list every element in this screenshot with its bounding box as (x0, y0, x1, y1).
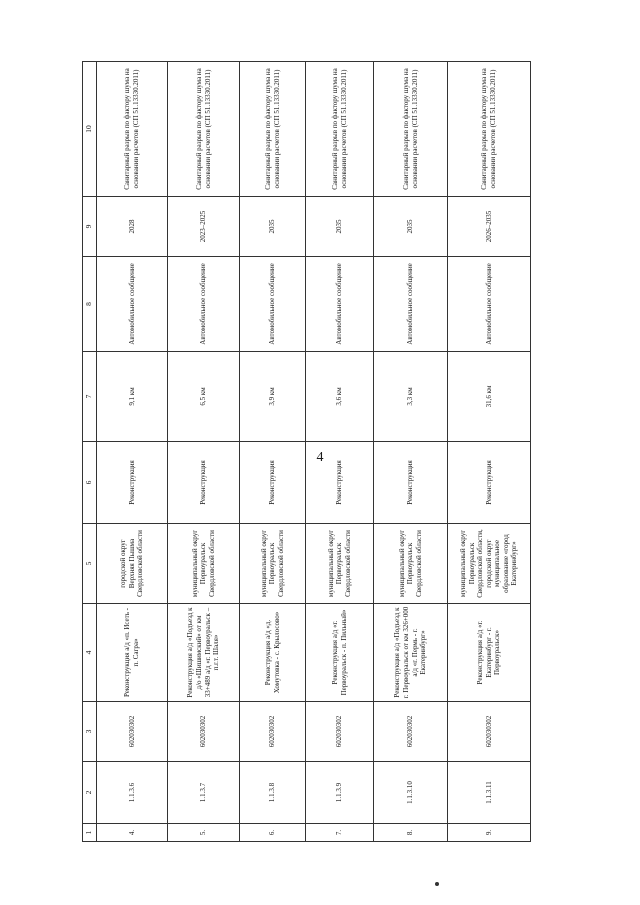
objects-table (82, 61, 531, 842)
cell-n: 4. (97, 824, 168, 842)
column-number: 5 (83, 524, 97, 604)
cell-code: 1.1.3.8 (240, 762, 306, 824)
cell-purpose: Автомобильное сообщение (240, 257, 306, 352)
cell-code: 1.1.3.9 (306, 762, 374, 824)
column-number: 4 (83, 604, 97, 702)
scan-dot (435, 882, 439, 886)
cell-period: 2035 (240, 197, 306, 257)
table-row (97, 62, 168, 842)
cell-zone: Санитарный разрыв по фактору шума на основании расчетов (СП 51.13330.2011) (448, 62, 531, 197)
cell-location: муниципальный округ Первоуральск Свердловской области (374, 524, 448, 604)
cell-purpose: Автомобильное сообщение (97, 257, 168, 352)
cell-zone: Санитарный разрыв по фактору шума на основании расчетов (СП 51.13330.2011) (240, 62, 306, 197)
cell-code: 1.1.3.11 (448, 762, 531, 824)
cell-length: 3,3 км (374, 352, 448, 442)
cell-n: 7. (306, 824, 374, 842)
cell-name: Реконструкция а/д «д. Хомутовка - с. Крылосово» (240, 604, 306, 702)
cell-kind: 602030302 (168, 702, 240, 762)
cell-length: 3,6 км (306, 352, 374, 442)
rotated-table-container (82, 62, 528, 842)
cell-purpose: Автомобильное сообщение (448, 257, 531, 352)
cell-work: Реконструкция (240, 442, 306, 524)
column-number: 7 (83, 352, 97, 442)
cell-location: муниципальный округ Первоуральск Свердловской области (306, 524, 374, 604)
cell-work: Реконструкция (306, 442, 374, 524)
column-number: 10 (83, 62, 97, 197)
cell-zone: Санитарный разрыв по фактору шума на основании расчетов (СП 51.13330.2011) (97, 62, 168, 197)
column-number: 8 (83, 257, 97, 352)
cell-code: 1.1.3.6 (97, 762, 168, 824)
cell-zone: Санитарный разрыв по фактору шума на основании расчетов (СП 51.13330.2011) (168, 62, 240, 197)
cell-name: Реконструкция а/д «г. Первоуральск - п. Пильный» (306, 604, 374, 702)
cell-location: городской округ Верхняя Пышма Свердловской области (97, 524, 168, 604)
cell-n: 9. (448, 824, 531, 842)
cell-work: Реконструкция (374, 442, 448, 524)
cell-location: муниципальный округ Первоуральск Свердловской области, городской округ муниципальное образование «город Екатеринбург» (448, 524, 531, 604)
cell-period: 2023–2025 (168, 197, 240, 257)
cell-work: Реконструкция (97, 442, 168, 524)
cell-name: Реконструкция а/д «Подъезд к д/о «Шишимский» от км 33+489 а/д «г. Первоуральск – п.г.т. Шаля» (168, 604, 240, 702)
cell-period: 2028 (97, 197, 168, 257)
table-row (448, 62, 531, 842)
header-row (83, 62, 97, 842)
table-row (306, 62, 374, 842)
column-number: 3 (83, 702, 97, 762)
cell-length: 9,1 км (97, 352, 168, 442)
cell-kind: 602030302 (240, 702, 306, 762)
page-number: 4 (316, 450, 324, 465)
cell-n: 8. (374, 824, 448, 842)
cell-n: 6. (240, 824, 306, 842)
column-number: 2 (83, 762, 97, 824)
cell-kind: 602030302 (97, 702, 168, 762)
cell-code: 1.1.3.10 (374, 762, 448, 824)
table-row (374, 62, 448, 842)
cell-zone: Санитарный разрыв по фактору шума на основании расчетов (СП 51.13330.2011) (306, 62, 374, 197)
cell-location: муниципальный округ Первоуральск Свердловской области (240, 524, 306, 604)
cell-length: 31,6 км (448, 352, 531, 442)
table-row (240, 62, 306, 842)
cell-period: 2026–2035 (448, 197, 531, 257)
cell-kind: 602030302 (306, 702, 374, 762)
cell-n: 5. (168, 824, 240, 842)
cell-kind: 602030302 (448, 702, 531, 762)
cell-length: 3,9 км (240, 352, 306, 442)
cell-kind: 602030302 (374, 702, 448, 762)
cell-purpose: Автомобильное сообщение (374, 257, 448, 352)
cell-name: Реконструкция а/д «г. Екатеринбург - г. Первоуральск» (448, 604, 531, 702)
cell-name: Реконструкция а/д «Подъезд к г. Первоуральск от км 326+000 а/д «г. Пермь - г. Екатеринбург» (374, 604, 448, 702)
column-number: 9 (83, 197, 97, 257)
cell-work: Реконструкция (448, 442, 531, 524)
cell-period: 2035 (306, 197, 374, 257)
cell-name: Реконструкция а/д «п. Исеть - п. Сагра» (97, 604, 168, 702)
cell-code: 1.1.3.7 (168, 762, 240, 824)
cell-period: 2035 (374, 197, 448, 257)
cell-length: 6,5 км (168, 352, 240, 442)
cell-zone: Санитарный разрыв по фактору шума на основании расчетов (СП 51.13330.2011) (374, 62, 448, 197)
table-row (168, 62, 240, 842)
cell-purpose: Автомобильное сообщение (168, 257, 240, 352)
column-number: 1 (83, 824, 97, 842)
cell-location: муниципальный округ Первоуральск Свердловской области (168, 524, 240, 604)
column-number: 6 (83, 442, 97, 524)
cell-work: Реконструкция (168, 442, 240, 524)
cell-purpose: Автомобильное сообщение (306, 257, 374, 352)
